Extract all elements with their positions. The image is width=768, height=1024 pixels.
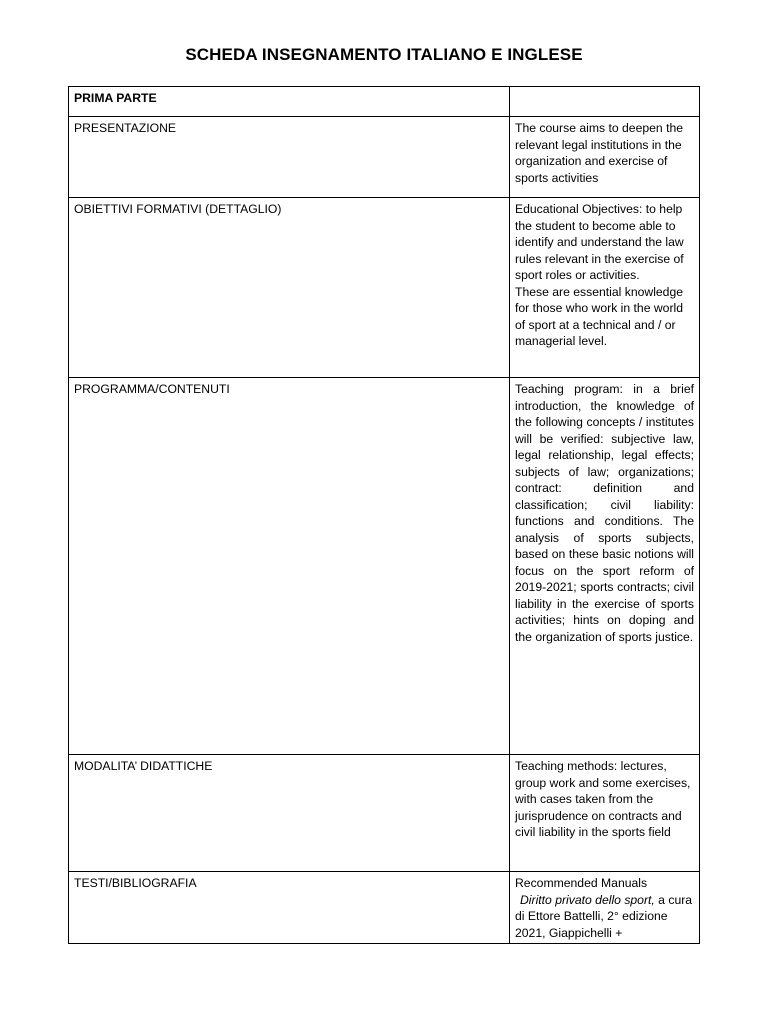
table-row-presentazione <box>69 117 700 198</box>
row-label-presentazione: PRESENTAZIONE <box>69 117 510 198</box>
testi-book-title: Diritto privato dello sport, <box>520 892 655 907</box>
document-title: SCHEDA INSEGNAMENTO ITALIANO E INGLESE <box>185 45 583 64</box>
row-value-testi <box>510 872 700 944</box>
row-value-programma: Teaching program: in a brief introduction, the knowledge of the following concepts / institutes will be verified: subjective law, legal relationship, legal effects; subjects of law; organizations; contract: definition and classification; civil liability: functions and conditions. The analysis of sports subjects, based on these basic notions will focus on the sport reform of 2019-2021; sports contracts; civil liability in the exercise of sports activities; hints on doping and the organization of sports justice. <box>510 378 700 755</box>
table-row-modalita <box>69 755 700 872</box>
row-value-presentazione: The course aims to deepen the relevant legal institutions in the organization and exercise of sports activities <box>510 117 700 198</box>
table-row-testi <box>69 872 700 944</box>
course-sheet-table <box>68 86 700 944</box>
row-value-obiettivi <box>510 198 700 378</box>
row-label-testi: TESTI/BIBLIOGRAFIA <box>69 872 510 944</box>
table-row-programma <box>69 378 700 755</box>
row-label-obiettivi: OBIETTIVI FORMATIVI (DETTAGLIO) <box>69 198 510 378</box>
row-value-modalita: Teaching methods: lectures, group work and some exercises, with cases taken from the jurisprudence on contracts and civil liability in the sports field <box>510 755 700 872</box>
obiettivi-paragraph-2: These are essential knowledge for those who work in the world of sport at a technical and / or managerial level. <box>515 284 684 348</box>
testi-heading: Recommended Manuals <box>515 876 648 890</box>
table-row-obiettivi <box>69 198 700 378</box>
row-label-modalita: MODALITA’ DIDATTICHE <box>69 755 510 872</box>
row-value-prima-parte <box>510 87 700 117</box>
row-label-programma: PROGRAMMA/CONTENUTI <box>69 378 510 755</box>
testi-book-details: a cura di Ettore Battelli, 2° edizione 2021, Giappichelli + <box>515 892 693 940</box>
row-label-prima-parte: PRIMA PARTE <box>69 87 510 117</box>
table-row-prima-parte <box>69 87 700 117</box>
obiettivi-paragraph-1: Educational Objectives: to help the student to become able to identify and understand the law rules relevant in the exercise of sport roles or activities. <box>515 202 684 282</box>
